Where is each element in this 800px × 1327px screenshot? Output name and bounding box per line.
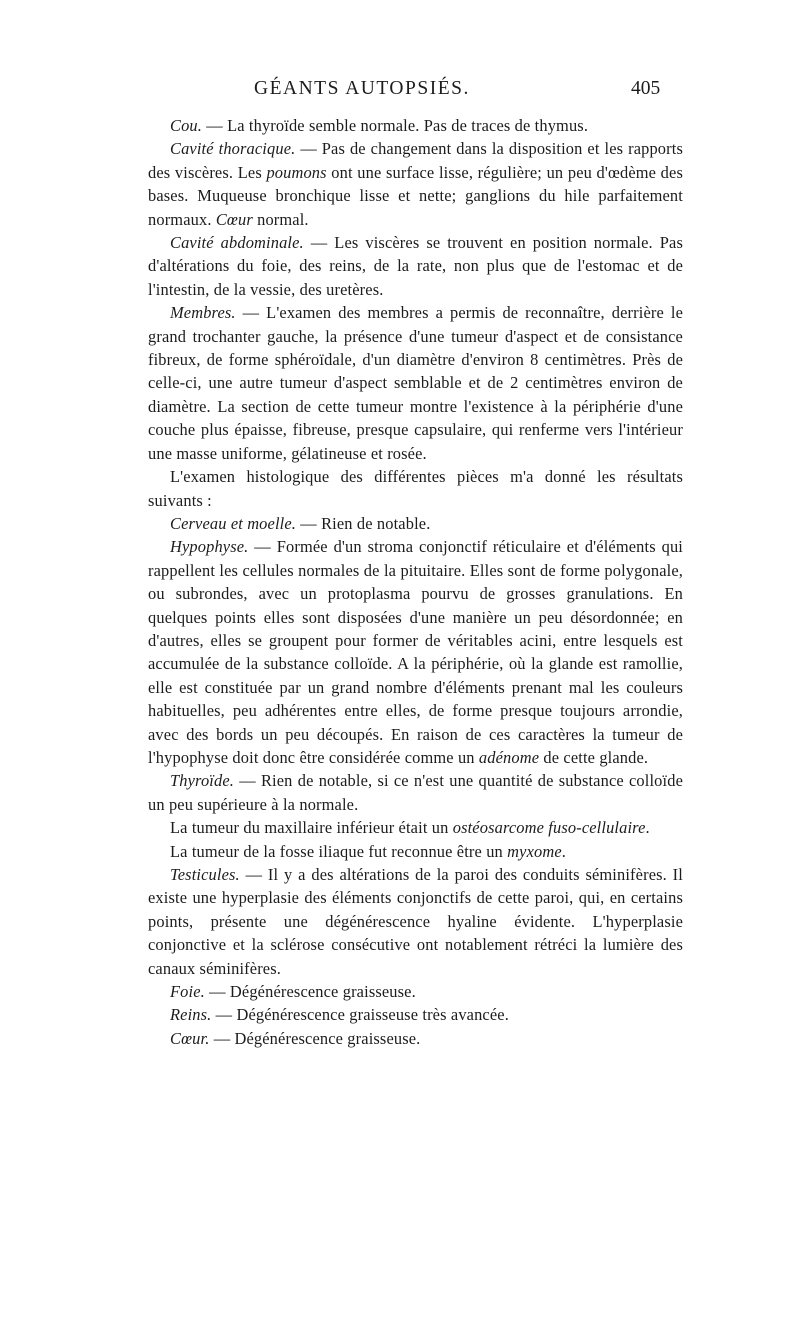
paragraph-cavite-thoracique bbox=[148, 137, 683, 231]
emphasis-term: ostéosarcome fuso-cellulaire bbox=[452, 818, 646, 838]
paragraph-cerveau bbox=[148, 512, 683, 535]
paragraph-text: L'examen histologique des différentes pièces m'a donné les résultats suivants : bbox=[148, 467, 683, 510]
paragraph-examen-histologique bbox=[148, 465, 683, 512]
paragraph-text: — L'examen des membres a permis de reconnaître, derrière le grand trochanter gauche, la présence d'une tumeur d'aspect et de consistance fibreux, de forme sphéroïdale, d'un diamètre d'environ 8 centimètres. Près de celle-ci, une autre tumeur d'aspect semblable et de 2 centimètres environ de diamètre. La section de cette tumeur montre l'existence à la périphérie d'une couche plus épaisse, fibreuse, presque capsulaire, qui renferme vers l'intérieur une masse uniforme, gélatineuse et rosée. bbox=[148, 303, 683, 463]
section-label: Cavité thoracique. bbox=[170, 139, 296, 159]
paragraph-text: de cette glande. bbox=[539, 747, 649, 767]
paragraph-text: — Dégénérescence graisseuse très avancée. bbox=[211, 1005, 509, 1025]
paragraph-text: — Pas de changement dans la disposition et les rapports des viscères. Les bbox=[148, 139, 683, 182]
paragraph-text: — Il y a des altérations de la paroi des conduits séminifères. Il existe une hyperplasie des éléments conjonctifs de cette paroi, qui, en certains points, présente une dégénérescence hyaline évidente. L'hyperplasie conjonctive et la sclérose consécutive ont notablement rétréci la lumière des canaux séminifères. bbox=[148, 865, 683, 978]
section-label: Reins. bbox=[170, 1005, 212, 1025]
paragraph-text: La tumeur de la fosse iliaque fut reconnue être un bbox=[170, 841, 508, 861]
emphasis-term: myxome bbox=[507, 841, 562, 861]
paragraph-hypophyse bbox=[148, 535, 683, 769]
running-title: GÉANTS AUTOPSIÉS. bbox=[254, 78, 470, 99]
paragraph-text: — Les viscères se trouvent en position normale. Pas d'altérations du foie, des reins, de la rate, non plus que de l'estomac et de l'intestin, de la vessie, des uretères. bbox=[148, 233, 683, 299]
page-number: 405 bbox=[631, 78, 661, 99]
section-label: Membres. bbox=[170, 303, 236, 323]
paragraph-cou bbox=[148, 114, 683, 137]
section-label: Thyroïde. bbox=[170, 771, 235, 791]
section-label: Foie. bbox=[170, 982, 205, 1002]
emphasis-term: adénome bbox=[478, 747, 540, 767]
paragraph-membres bbox=[148, 301, 683, 465]
paragraph-maxillaire bbox=[148, 816, 683, 839]
paragraph-reins bbox=[148, 1003, 683, 1026]
section-label: Cœur. bbox=[170, 1028, 210, 1048]
emphasis-term: Cœur bbox=[215, 209, 253, 229]
section-label: Cou. bbox=[170, 116, 203, 135]
page-body bbox=[148, 114, 683, 1050]
paragraph-cavite-abdominale bbox=[148, 231, 683, 301]
paragraph-text: ont une surface lisse, régulière; un peu d'œdème des bases. Muqueuse bronchique lisse et nette; ganglions du hile parfaitement normaux. bbox=[148, 162, 683, 229]
paragraph-text: — Dégénérescence graisseuse. bbox=[209, 1028, 421, 1048]
paragraph-text: — La thyroïde semble normale. Pas de traces de thymus. bbox=[202, 116, 589, 135]
section-label: Hypophyse. bbox=[170, 537, 249, 557]
paragraph-testicules bbox=[148, 863, 683, 980]
paragraph-coeur bbox=[148, 1027, 683, 1050]
paragraph-text: — Rien de notable. bbox=[296, 513, 431, 533]
section-label: Cavité abdominale. bbox=[170, 233, 304, 253]
paragraph-text: . bbox=[561, 841, 566, 861]
page-header bbox=[0, 78, 800, 110]
paragraph-text: — Dégénérescence graisseuse. bbox=[204, 982, 416, 1002]
emphasis-term: poumons bbox=[266, 162, 327, 182]
paragraph-text: . bbox=[645, 818, 650, 838]
paragraph-thyroide bbox=[148, 769, 683, 816]
paragraph-fosse-iliaque bbox=[148, 840, 683, 863]
paragraph-foie bbox=[148, 980, 683, 1003]
section-label: Testicules. bbox=[170, 865, 240, 884]
paragraph-text: — Rien de notable, si ce n'est une quantité de substance colloïde un peu supérieure à la normale. bbox=[148, 771, 683, 814]
section-label: Cerveau et moelle. bbox=[170, 513, 297, 533]
paragraph-text: normal. bbox=[252, 209, 309, 229]
paragraph-text: — Formée d'un stroma conjonctif réticulaire et d'éléments qui rappellent les cellules normales de la pituitaire. Elles sont de forme polygonale, ou subrondes, avec un protoplasma pourvu de grosses granulations. En quelques points elles sont disposées d'une manière un peu désordonnée; en d'autres, elles se groupent pour former de véritables acini, entre lesquels est accumulée de la substance colloïde. A la périphérie, où la glande est ramollie, elle est constituée par un grand nombre d'éléments prenant mal les couleurs habituelles, peu adhérentes entre elles, de forme presque toujours arrondie, avec des bords un peu découpés. En raison de ces caractères la tumeur de l'hypophyse doit donc être considérée comme un bbox=[148, 537, 683, 767]
paragraph-text: La tumeur du maxillaire inférieur était un bbox=[170, 818, 453, 838]
